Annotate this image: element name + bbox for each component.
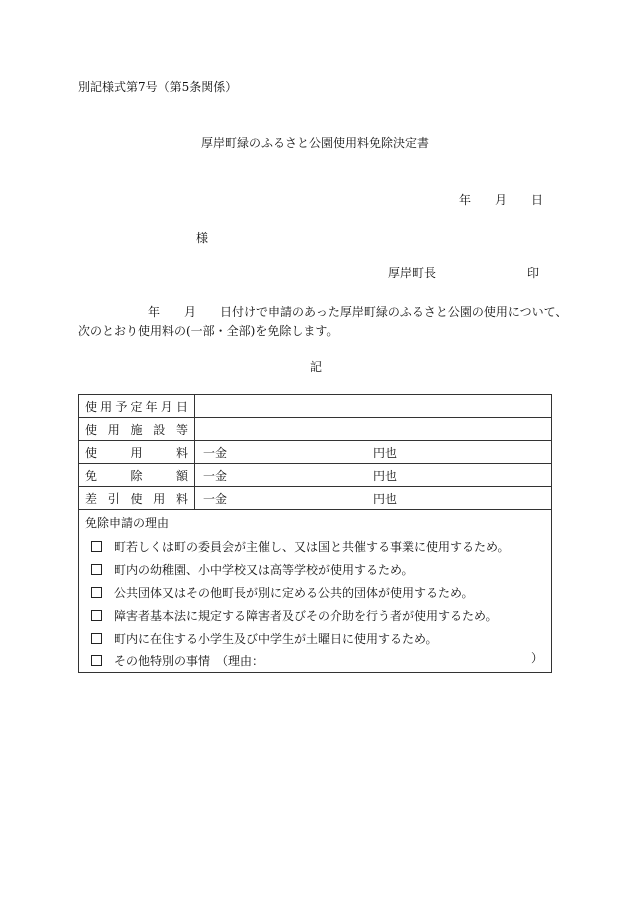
label-char: 使 <box>130 491 143 506</box>
label-char: 等 <box>175 422 188 437</box>
date-day: 日 <box>531 193 544 207</box>
date-year: 年 <box>459 193 472 207</box>
label-char: 年 <box>145 399 158 414</box>
reason-text: 障害者基本法に規定する障害者及びその介助を行う者が使用するため。 <box>114 609 498 623</box>
table-row-label <box>79 464 195 487</box>
amount-prefix: 一金 <box>203 445 228 460</box>
reason-item[interactable] <box>91 652 264 669</box>
form-number: 別記様式第7号（第5条関係） <box>78 80 238 94</box>
label-char: 使 <box>85 399 98 414</box>
checkbox-icon[interactable] <box>91 633 102 644</box>
seal-mark: 印 <box>527 266 540 280</box>
label-char: 料 <box>175 445 188 460</box>
date-line <box>459 194 543 206</box>
document-title: 厚岸町緑のふるさと公園使用料免除決定書 <box>200 136 429 150</box>
label-char: 定 <box>130 399 143 414</box>
table-row <box>79 487 552 510</box>
checkbox-icon[interactable] <box>91 564 102 575</box>
table-row-label <box>79 418 195 441</box>
reason-item[interactable] <box>91 561 414 578</box>
label-char: 用 <box>100 399 113 414</box>
amount-suffix: 円也 <box>373 468 398 483</box>
label-char: 差 <box>85 491 98 506</box>
date-month: 月 <box>495 193 508 207</box>
label-char: 月 <box>160 399 173 414</box>
label-char: 料 <box>175 491 188 506</box>
label-char: 額 <box>175 468 188 483</box>
table-row-value[interactable] <box>195 464 552 487</box>
ki-label: 記 <box>310 360 323 374</box>
reason-text: 町若しくは町の委員会が主催し、又は国と共催する事業に使用するため。 <box>114 540 510 554</box>
checkbox-icon[interactable] <box>91 610 102 621</box>
label-char: 使 <box>85 445 98 460</box>
reason-text: 町内の幼稚園、小中学校又は高等学校が使用するため。 <box>114 563 414 577</box>
label-char: 設 <box>153 422 166 437</box>
table-row <box>79 441 552 464</box>
table-row-label <box>79 395 195 418</box>
table-row-label <box>79 441 195 464</box>
reasons-header: 免除申請の理由 <box>85 516 170 530</box>
reason-text: 町内に在住する小学生及び中学生が土曜日に使用するため。 <box>114 632 438 646</box>
table-row-value[interactable] <box>195 395 552 418</box>
table-row-value[interactable] <box>195 418 552 441</box>
label-char: 用 <box>153 491 166 506</box>
recipient-suffix: 様 <box>196 231 209 245</box>
label-char: 除 <box>130 468 143 483</box>
body-line1-rest: 日付けで申請のあった厚岸町緑のふるさと公園の使用について、 <box>220 305 568 319</box>
table-row <box>79 464 552 487</box>
label-char: 用 <box>130 445 143 460</box>
body-month: 月 <box>184 305 197 319</box>
reason-text: 公共団体又はその他町長が別に定める公共的団体が使用するため。 <box>114 586 474 600</box>
label-char: 日 <box>175 399 188 414</box>
table-row <box>79 418 552 441</box>
body-year: 年 <box>148 305 161 319</box>
checkbox-icon[interactable] <box>91 587 102 598</box>
reason-item[interactable] <box>91 538 510 555</box>
table-row-value[interactable] <box>195 441 552 464</box>
label-char: 予 <box>115 399 128 414</box>
amount-prefix: 一金 <box>203 468 228 483</box>
amount-prefix: 一金 <box>203 491 228 506</box>
checkbox-icon[interactable] <box>91 655 102 666</box>
issuer-title: 厚岸町長 <box>388 266 437 280</box>
reason-close-paren: ） <box>530 651 543 665</box>
label-char: 施 <box>130 422 143 437</box>
reason-item[interactable] <box>91 607 498 624</box>
reason-text: その他特別の事情 （理由： <box>114 654 265 668</box>
label-char: 使 <box>85 422 98 437</box>
label-char: 用 <box>107 422 120 437</box>
label-char: 引 <box>107 491 120 506</box>
reason-item[interactable] <box>91 584 474 601</box>
label-char: 免 <box>85 468 98 483</box>
amount-suffix: 円也 <box>373 445 398 460</box>
table-row <box>79 395 552 418</box>
table-row-label <box>79 487 195 510</box>
body-line-1 <box>148 306 567 318</box>
details-table <box>78 394 552 510</box>
reason-item[interactable] <box>91 630 438 647</box>
checkbox-icon[interactable] <box>91 541 102 552</box>
reasons-box <box>78 509 552 673</box>
body-line-2: 次のとおり使用料の(一部・全部)を免除します。 <box>78 324 339 338</box>
amount-suffix: 円也 <box>373 491 398 506</box>
table-row-value[interactable] <box>195 487 552 510</box>
